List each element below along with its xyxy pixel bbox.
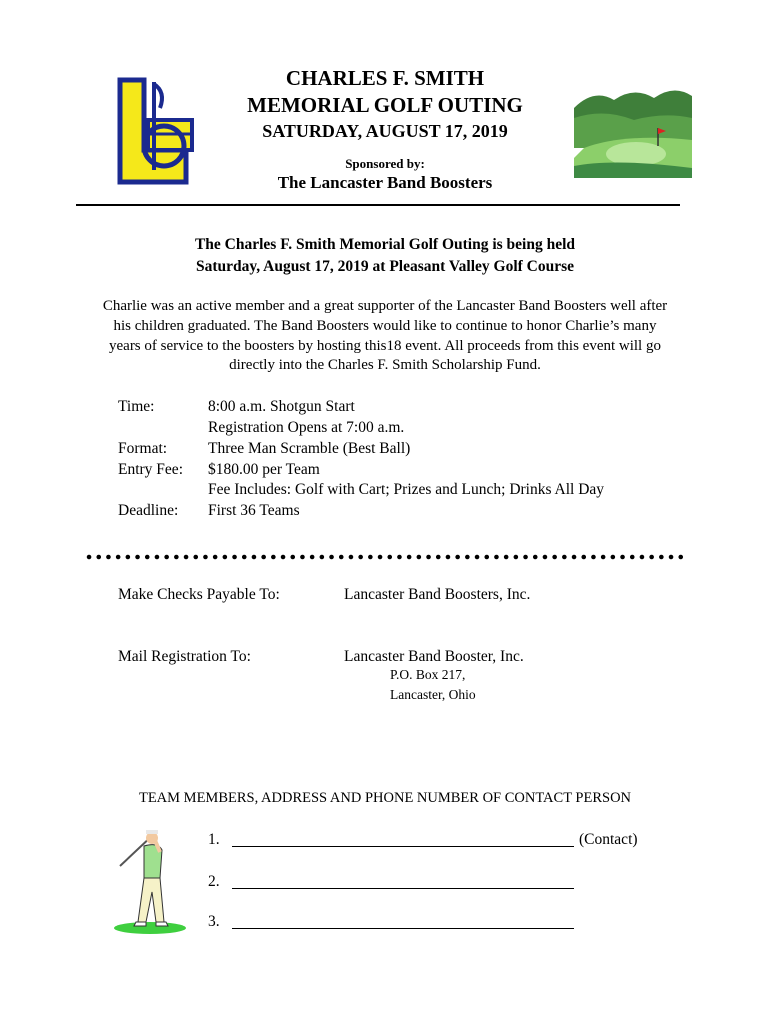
paragraph-line: Charlie was an active member and a great supporter of the Lancaster Band Boosters well after [102,298,668,314]
checks-payable-label: Make Checks Payable To: [118,586,280,603]
mail-address-line: Lancaster, Ohio [390,687,476,702]
title-line-2: MEMORIAL GOLF OUTING [247,93,523,117]
dotted-divider [86,552,690,562]
paragraph-line: his children graduated. The Band Boosters would like to continue to honor Charlie’s many [113,318,657,334]
paragraph-line: directly into the Charles F. Smith Scholarship Fund. [229,357,541,373]
sponsored-label: Sponsored by: [345,156,425,171]
team-member-blank[interactable] [232,928,574,929]
entry-fee-label: Entry Fee: [118,461,183,478]
team-member-blank[interactable] [232,888,574,889]
fee-includes: Fee Includes: Golf with Cart; Prizes and Lunch; Drinks All Day [208,481,605,498]
intro-line-1: The Charles F. Smith Memorial Golf Outing is being held [194,236,576,253]
header-divider [76,204,680,206]
team-row-number: 2. [208,873,220,890]
team-row-number: 1. [208,831,220,848]
time-label: Time: [118,398,155,415]
team-row-number: 3. [208,913,220,930]
format-value: Three Man Scramble (Best Ball) [208,440,411,457]
mail-registration-label: Mail Registration To: [118,648,251,665]
golfer-clipart [110,826,188,936]
event-date: SATURDAY, AUGUST 17, 2019 [262,121,508,141]
team-member-blank[interactable] [232,846,574,847]
intro-line-2: Saturday, August 17, 2019 at Pleasant Valley Golf Course [195,258,575,275]
contact-note: (Contact) [579,831,638,848]
mail-registration-value: Lancaster Band Booster, Inc. [344,648,524,665]
deadline-value: First 36 Teams [208,502,300,519]
mail-address-line: P.O. Box 217, [390,667,466,682]
checks-payable-value: Lancaster Band Boosters, Inc. [344,586,531,603]
title-line-1: CHARLES F. SMITH [285,66,485,90]
sponsor-name: The Lancaster Band Boosters [277,173,493,192]
team-members-heading: TEAM MEMBERS, ADDRESS AND PHONE NUMBER OF CONTACT PERSON [138,790,632,806]
deadline-label: Deadline: [118,502,179,519]
format-label: Format: [118,440,168,457]
paragraph-line: years of service to the boosters by hosting this18 event. All proceeds from this event will go [109,338,661,354]
time-value: 8:00 a.m. Shotgun Start [208,398,355,415]
registration-value: Registration Opens at 7:00 a.m. [208,419,405,436]
entry-fee-value: $180.00 per Team [208,461,320,478]
